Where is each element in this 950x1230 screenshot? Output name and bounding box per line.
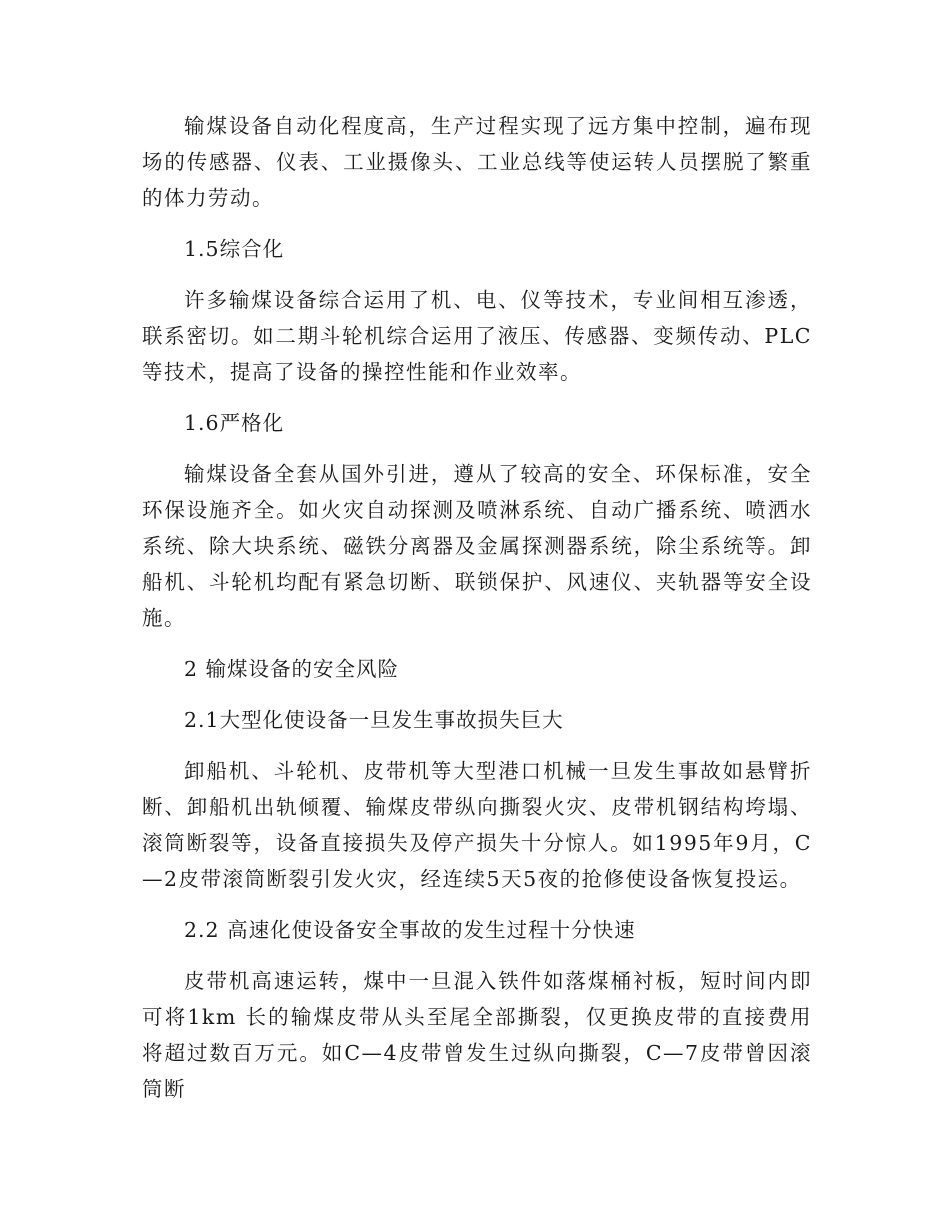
heading-2-1: 2.1大型化使设备一旦发生事故损失巨大 [184,708,564,732]
paragraph-integration: 许多输煤设备综合运用了机、电、仪等技术，专业间相互渗透，联系密切。如二期斗轮机综合运用了液压、传感器、变频传动、PLC等技术，提高了设备的操控性能和作业效率。 [142,288,812,384]
heading-2: 2 输煤设备的安全风险 [184,657,400,681]
paragraph-large-scale-risk: 卸船机、斗轮机、皮带机等大型港口机械一旦发生事故如悬臂折断、卸船机出轨倾覆、输煤皮带纵向撕裂火灾、皮带机钢结构垮塌、滚筒断裂等，设备直接损失及停产损失十分惊人。如1995年9月，C—2皮带滚筒断裂引发火灾，经连续5天5夜的抢修使设备恢复投运。 [142,759,812,891]
paragraph-strictness: 输煤设备全套从国外引进，遵从了较高的安全、环保标准，安全环保设施齐全。如火灾自动探测及喷淋系统、自动广播系统、喷洒水系统、除大块系统、磁铁分离器及金属探测器系统，除尘系统等。卸船机、斗轮机均配有紧急切断、联锁保护、风速仪、夹轨器等安全设施。 [142,462,812,630]
paragraph-high-speed-risk: 皮带机高速运转，煤中一旦混入铁件如落煤桶衬板，短时间内即可将1km 长的输煤皮带从头至尾全部撕裂，仅更换皮带的直接费用将超过数百万元。如C—4皮带曾发生过纵向撕裂，C—7皮带曾因滚筒断 [142,969,812,1101]
heading-2-2: 2.2 高速化使设备安全事故的发生过程十分快速 [184,918,636,942]
document-body [142,108,812,1122]
heading-1-5: 1.5综合化 [184,237,285,261]
heading-1-6: 1.6严格化 [184,411,285,435]
paragraph-automation: 输煤设备自动化程度高，生产过程实现了远方集中控制，遍布现场的传感器、仪表、工业摄像头、工业总线等使运转人员摆脱了繁重的体力劳动。 [142,114,812,210]
